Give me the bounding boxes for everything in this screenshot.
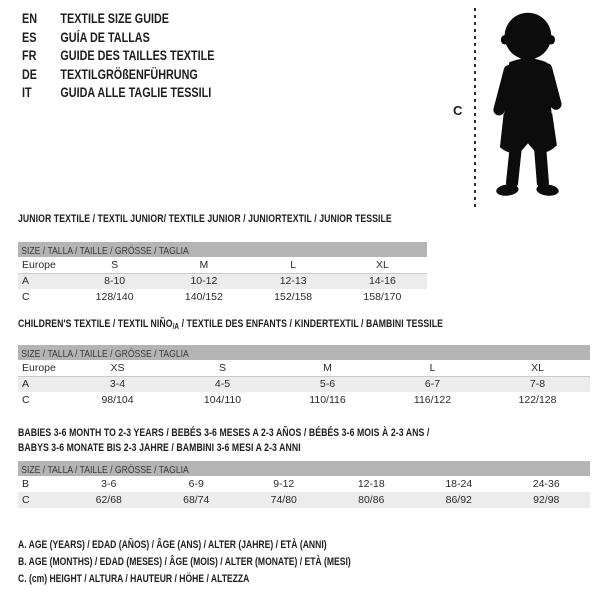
table-row [18,376,590,392]
size-header-bar [18,461,590,476]
table-row [18,492,590,508]
value-cell: 6-7 [424,378,441,391]
size-table-junior [18,257,427,305]
row-label-cell: A [22,378,30,391]
value-cell: 5-6 [319,378,336,391]
value-cell: 104/110 [203,394,242,406]
value-cell: 8-10 [104,275,126,288]
language-row [22,10,214,29]
size-header-bar [18,242,427,257]
legend-line-age-years: A. AGE (YEARS) / EDAD (AÑOS) / ÂGE (ANS) / ALTER (JAHRE) / ETÀ (ANNI) [18,539,327,551]
value-cell: 7-8 [529,378,546,391]
language-code: ES [22,29,37,45]
table-row [18,289,427,305]
value-cell: 122/128 [518,394,557,406]
value-cell: 14-16 [368,275,396,288]
size-table-babies [18,476,590,508]
value-cell: 12-18 [357,478,385,490]
table-row [18,360,590,376]
value-cell: 24-36 [532,478,560,490]
value-cell: 116/122 [413,394,452,406]
size-header-bar [18,345,590,360]
value-cell: 3-4 [109,378,126,391]
value-cell: XL [485,360,590,376]
language-list [22,10,263,103]
table-row [18,273,427,289]
size-section-children [18,318,590,406]
height-label-c: C [453,103,463,118]
language-label: GUIDA ALLE TAGLIE TESSILI [60,85,212,101]
value-cell: 110/116 [309,394,346,406]
height-dotted-line [474,8,476,207]
value-cell: 62/68 [95,494,122,506]
value-cell: 80/86 [358,494,385,506]
row-label-cell: C [22,494,30,506]
toddler-silhouette-icon [479,9,575,205]
value-cell: 98/104 [101,394,134,406]
value-cell: 3-6 [101,478,117,490]
section-title-line2: BABYS 3-6 MONATE BIS 2-3 JAHRE / BAMBINI 3-6 MESI A 2-3 ANNI [18,442,301,454]
language-code: DE [22,66,38,82]
language-label: TEXTILE SIZE GUIDE [60,11,170,26]
table-row [18,392,590,408]
section-title [18,318,470,331]
size-section-babies [18,426,590,506]
row-label-cell: A [22,275,30,288]
value-cell: L [380,360,485,376]
legend-line-height-cm: C. (cm) HEIGHT / ALTURA / HAUTEUR / HÖHE / ALTEZZA [18,573,250,586]
value-cell: 158/170 [363,291,402,303]
language-row [22,84,214,103]
language-code: FR [22,48,37,64]
value-cell: 68/74 [183,494,210,506]
value-cell: 10-12 [190,275,218,288]
size-table-children [18,360,590,408]
language-label: GUIDE DES TAILLES TEXTILE [60,48,215,64]
language-label: TEXTILGRÖßENFÜHRUNG [60,66,198,82]
row-label-cell: Europe [18,360,65,376]
row-label-cell: C [22,394,30,406]
size-header-label: SIZE / TALLA / TAILLE / GRÖSSE / TAGLIA [21,245,189,257]
language-row [22,29,214,48]
row-label-cell: C [22,291,30,303]
size-header-label: SIZE / TALLA / TAILLE / GRÖSSE / TAGLIA [21,464,189,476]
row-label-cell: Europe [18,257,70,273]
measurement-legend [18,537,445,589]
value-cell: 74/80 [270,494,297,506]
language-row [22,66,214,85]
size-header-label: SIZE / TALLA / TAILLE / GRÖSSE / TAGLIA [21,348,189,360]
row-label-cell: B [22,478,30,490]
value-cell: 6-9 [188,478,204,490]
legend-line-age-months: B. AGE (MONTHS) / EDAD (MESES) / ÂGE (MOIS) / ALTER (MONATE) / ETÀ (MESI) [18,556,351,569]
value-cell: 128/140 [95,291,134,303]
size-section-junior [18,213,427,303]
language-label: GUÍA DE TALLAS [60,29,150,45]
value-cell: 12-13 [279,275,307,288]
language-code: EN [22,11,38,26]
table-row [18,257,427,273]
value-cell: XS [65,360,170,376]
section-title-text: / TEXTILE DES ENFANTS / KINDERTEXTIL / BAMBINI TESSILE [179,318,444,330]
value-cell: 4-5 [214,378,231,391]
value-cell: M [275,360,380,376]
value-cell: XL [338,257,427,273]
value-cell: M [159,257,248,273]
section-title-text: CHILDREN'S TEXTILE / TEXTIL NIÑO [18,318,173,330]
value-cell: L [249,257,338,273]
section-title: JUNIOR TEXTILE / TEXTIL JUNIOR/ TEXTILE JUNIOR / JUNIORTEXTIL / JUNIOR TESSILE [18,213,392,225]
value-cell: 152/158 [274,291,313,303]
table-row [18,476,590,492]
language-row [22,47,214,66]
value-cell: 140/152 [184,291,223,303]
section-title-line1: BABIES 3-6 MONTH TO 2-3 YEARS / BEBÉS 3-6 MESES A 2-3 AÑOS / BÉBÉS 3-6 MOIS À 2-3 ANS / [18,427,430,439]
value-cell: 18-24 [445,478,473,490]
value-cell: 86/92 [445,494,472,506]
value-cell: 9-12 [273,478,295,490]
value-cell: S [70,257,159,273]
value-cell: 92/98 [533,494,560,506]
language-code: IT [22,85,32,101]
value-cell: S [170,360,275,376]
section-title-subscript: /A [172,322,180,331]
